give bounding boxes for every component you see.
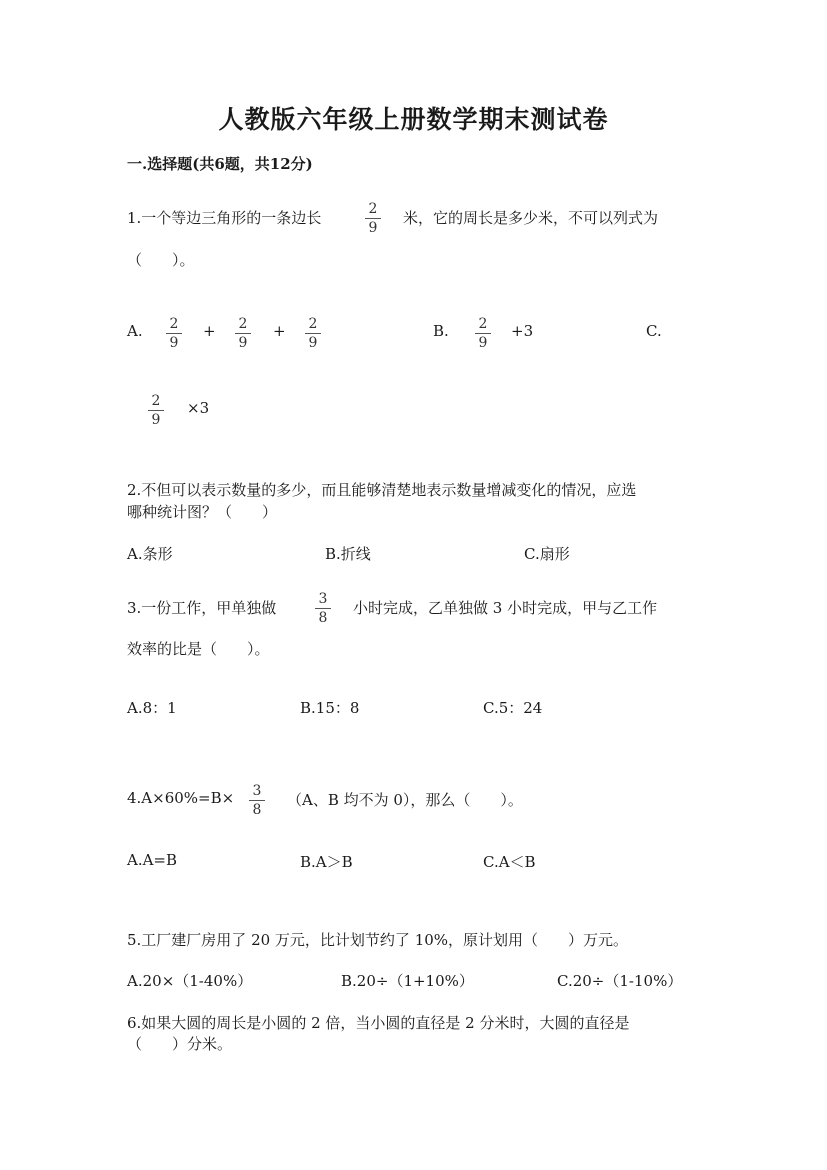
q1-option-a-label: A.	[127, 322, 143, 340]
q1-text-line2: （ ）。	[127, 251, 195, 269]
q3-text-post: 小时完成，乙单独做 3 小时完成，甲与乙工作	[353, 599, 658, 617]
q6-text-line1: 6.如果大圆的周长是小圆的 2 倍，当小圆的直径是 2 分米时，大圆的直径是	[127, 1014, 630, 1032]
fraction-bar	[305, 333, 321, 334]
q1-option-a-plus-2: +	[273, 322, 286, 340]
q5-option-a: A.20×（1-40%）	[127, 972, 253, 990]
q3-option-c: C.5：24	[483, 699, 543, 717]
q1-option-a-fraction-1	[166, 316, 182, 351]
q1-option-a-plus-1: +	[203, 322, 216, 340]
q1-option-a-fraction-3	[305, 316, 321, 351]
q1-option-c-suffix: ×3	[187, 399, 210, 417]
fraction-bar	[166, 333, 182, 334]
fraction-bar	[475, 333, 491, 334]
q2-text-line2: 哪种统计图？（ ）	[127, 503, 278, 521]
q1-option-c-fraction	[148, 393, 164, 428]
fraction-numerator: 2	[478, 316, 488, 332]
q4-option-b: B.A＞B	[300, 853, 353, 871]
q4-text-post: （A、B 均不为 0），那么（ ）。	[287, 791, 523, 809]
q5-option-c: C.20÷（1-10%）	[557, 972, 683, 990]
q5-text-line1: 5.工厂建厂房用了 20 万元，比计划节约了 10%，原计划用（ ）万元。	[127, 931, 629, 949]
q3-option-a: A.8：1	[127, 699, 177, 717]
fraction-denominator: 9	[151, 412, 161, 428]
q2-option-b: B.折线	[325, 545, 371, 563]
q3-fraction-denominator: 8	[318, 610, 328, 626]
q4-text-pre: 4.A×60%=B×	[127, 789, 235, 807]
q1-option-b-label: B.	[433, 322, 449, 340]
q1-option-b-suffix: +3	[511, 322, 534, 340]
q4-fraction-denominator: 8	[252, 802, 262, 818]
fraction-bar	[315, 608, 331, 609]
page-title: 人教版六年级上册数学期末测试卷	[218, 105, 609, 134]
fraction-denominator: 9	[308, 335, 318, 351]
q5-option-b: B.20÷（1+10%）	[341, 972, 474, 990]
q1-option-a-fraction-2	[235, 316, 251, 351]
q4-option-c: C.A＜B	[483, 853, 536, 871]
q3-option-b: B.15：8	[300, 699, 360, 717]
fraction-denominator: 9	[478, 335, 488, 351]
q1-fraction-denominator: 9	[368, 220, 378, 236]
section-heading-choice: 一.选择题(共6题，共12分)	[127, 155, 313, 173]
fraction-denominator: 9	[169, 335, 179, 351]
q4-fraction	[249, 783, 265, 818]
q3-fraction	[315, 591, 331, 626]
q2-text-line1: 2.不但可以表示数量的多少，而且能够清楚地表示数量增减变化的情况，应选	[127, 481, 637, 499]
fraction-numerator: 2	[238, 316, 248, 332]
q1-fraction	[365, 201, 381, 236]
fraction-bar	[365, 218, 381, 219]
q2-option-a: A.条形	[127, 545, 173, 563]
q3-text-line2: 效率的比是（ ）。	[127, 640, 270, 658]
fraction-numerator: 2	[169, 316, 179, 332]
fraction-numerator: 2	[308, 316, 318, 332]
q2-option-c: C.扇形	[524, 545, 570, 563]
fraction-bar	[249, 800, 265, 801]
q4-option-a: A.A=B	[127, 851, 178, 869]
fraction-numerator: 2	[151, 393, 161, 409]
q4-fraction-numerator: 3	[252, 783, 262, 799]
q1-option-c-label: C.	[646, 322, 662, 340]
q1-fraction-numerator: 2	[368, 201, 378, 217]
q1-text-post: 米，它的周长是多少米，不可以列式为	[403, 209, 659, 227]
q3-text-pre: 3.一份工作，甲单独做	[127, 599, 277, 617]
fraction-denominator: 9	[238, 335, 248, 351]
q1-text-pre: 1.一个等边三角形的一条边长	[127, 209, 322, 227]
fraction-bar	[235, 333, 251, 334]
q1-option-b-fraction	[475, 316, 491, 351]
q3-fraction-numerator: 3	[318, 591, 328, 607]
fraction-bar	[148, 410, 164, 411]
q6-text-line2: （ ）分米。	[127, 1035, 233, 1053]
